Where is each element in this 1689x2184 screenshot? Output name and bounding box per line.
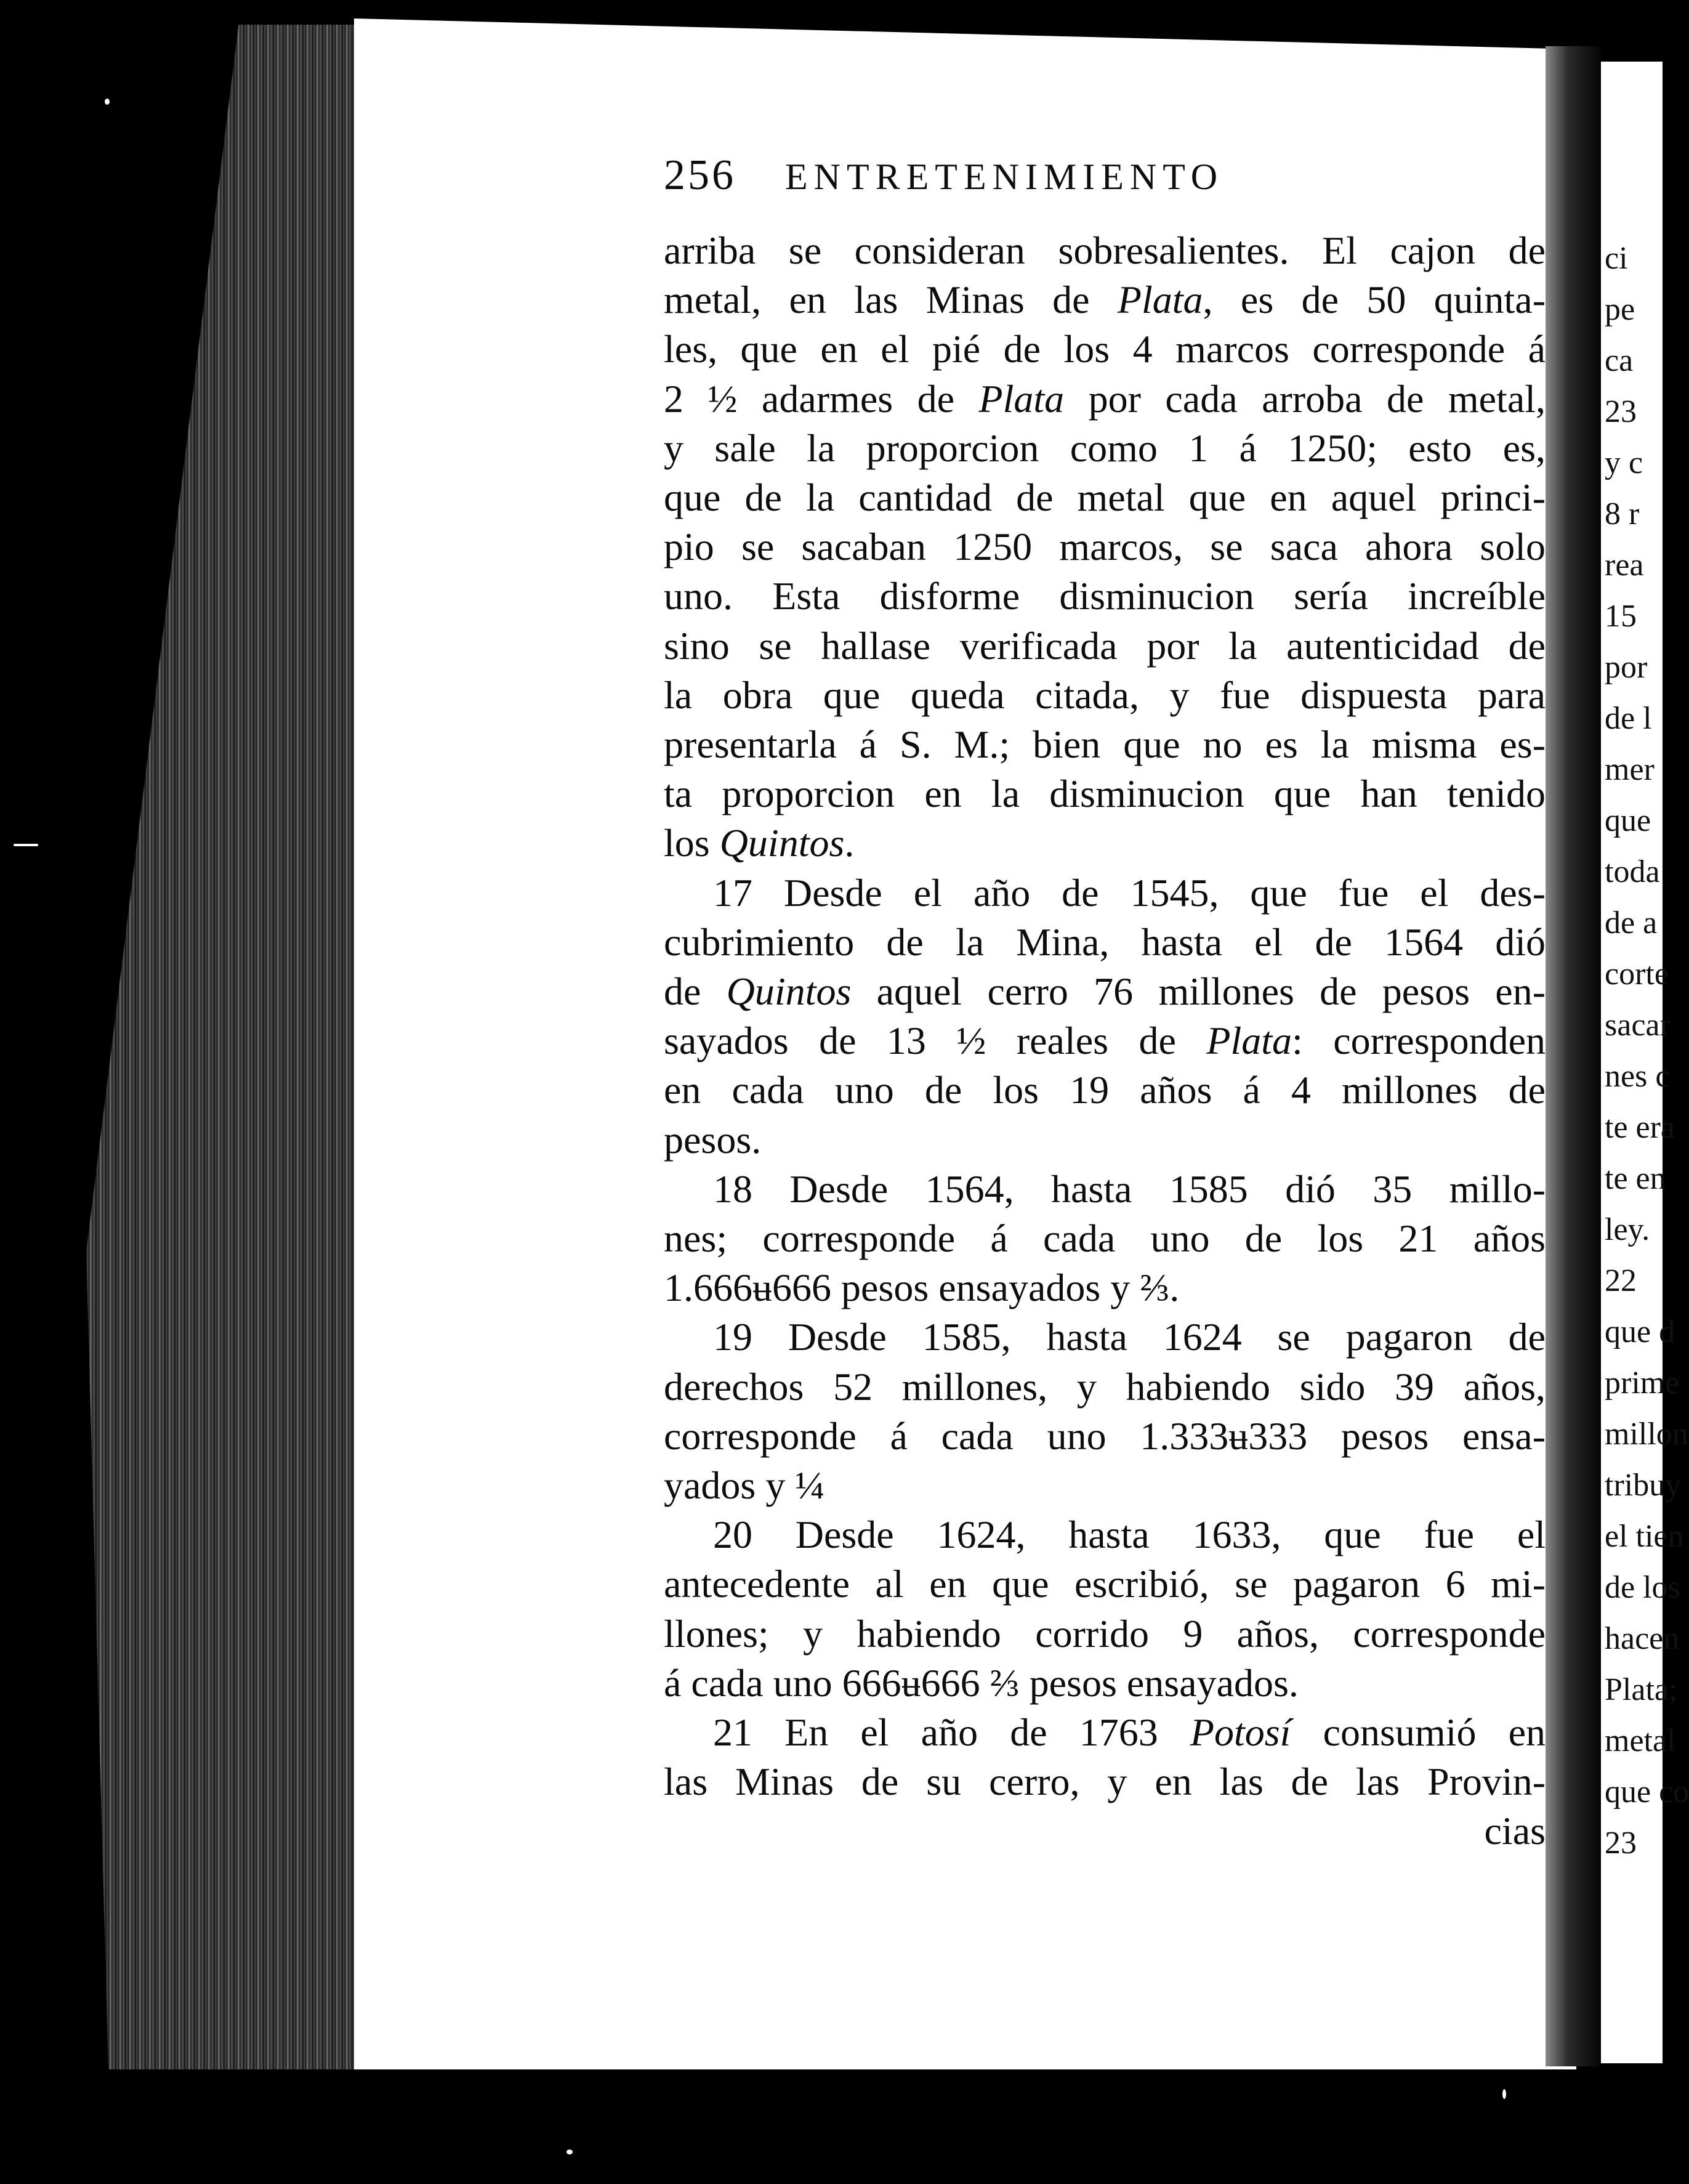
text-line	[664, 1757, 1546, 1806]
next-page-strip	[1601, 62, 1689, 2063]
text-run: cubrimiento de la Mina, hasta el de 1564 dió	[664, 920, 1546, 964]
next-page-fragment: 23	[1605, 1826, 1637, 1861]
text-line	[664, 572, 1546, 621]
text-run: ta proporcion en la disminucion que han tenido	[664, 772, 1546, 816]
text-line	[664, 226, 1546, 275]
italic-text: Potosí	[1190, 1710, 1291, 1754]
next-page-fragment: de a	[1605, 905, 1658, 940]
text-run: derechos 52 millones, y habiendo sido 39 años,	[664, 1364, 1546, 1409]
text-run: llones; y habiendo corrido 9 años, corresponde	[664, 1611, 1546, 1656]
next-page-fragment: de l	[1605, 701, 1652, 736]
text-line	[664, 1312, 1546, 1362]
next-page-fragment: toda	[1605, 854, 1660, 889]
italic-text: Quintos	[726, 969, 852, 1013]
text-line	[664, 1609, 1546, 1659]
page-number: 256	[664, 152, 736, 199]
text-line	[664, 1559, 1546, 1609]
text-run: á cada uno 666ʉ666 ⅔ pesos ensayados.	[664, 1660, 1299, 1705]
next-page-fragment: te era	[1605, 1110, 1675, 1145]
next-page-fragment: hacen	[1605, 1621, 1680, 1656]
text-line	[664, 1510, 1546, 1559]
text-run: sayados de 13 ½ reales de	[664, 1019, 1207, 1063]
text-run: presentarla á S. M.; bien que no es la misma es-	[664, 722, 1546, 766]
dust-speck	[105, 99, 110, 105]
next-page-fragment: el tien	[1605, 1519, 1684, 1554]
text-run: que de la cantidad de metal que en aquel princi-	[664, 475, 1546, 519]
next-page-fragment: mer	[1605, 752, 1655, 787]
next-page-fragment: Plata;	[1605, 1672, 1678, 1707]
next-page-fragment: nes c	[1605, 1059, 1670, 1094]
text-run: arriba se consideran sobresalientes. El cajon de	[664, 229, 1546, 272]
text-line	[664, 621, 1546, 671]
text-run: cias	[1484, 1809, 1546, 1853]
next-page-fragment: por	[1605, 650, 1648, 685]
text-line	[664, 1806, 1546, 1856]
text-line	[664, 275, 1546, 325]
next-page-fragment: te en	[1605, 1161, 1666, 1196]
next-page-fragment: que	[1605, 803, 1651, 838]
next-page-fragment: corte	[1605, 957, 1669, 992]
next-page-fragment: rea	[1605, 548, 1644, 583]
text-run: aquel cerro 76 millones de pesos en-	[851, 969, 1546, 1013]
text-run: por cada arroba de metal,	[1064, 376, 1546, 421]
text-run: les, que en el pié de los 4 marcos corresponde á	[664, 327, 1546, 371]
text-run: corresponde á cada uno 1.333ʉ333 pesos ensa-	[664, 1414, 1546, 1458]
text-run: consumió en	[1291, 1710, 1546, 1754]
next-page-fragment: prime	[1605, 1365, 1680, 1401]
text-line	[664, 769, 1546, 819]
next-page-fragment: ca	[1605, 343, 1634, 378]
text-run: las Minas de su cerro, y en las de las Provin-	[664, 1760, 1546, 1804]
next-page-fragment: que d	[1605, 1314, 1675, 1349]
next-page-fragment: ci	[1605, 241, 1628, 276]
italic-text: Plata	[1117, 278, 1203, 322]
italic-text: Plata	[978, 376, 1065, 421]
running-title: ENTRETENIMIENTO	[785, 156, 1224, 197]
text-run: de	[664, 969, 727, 1013]
text-run: la obra que queda citada, y fue dispuesta para	[664, 673, 1546, 717]
next-page-fragment: de los	[1605, 1570, 1680, 1605]
next-page-fragment: 8 r	[1605, 496, 1640, 532]
text-run: , es de 50 quinta-	[1203, 278, 1546, 322]
text-line	[664, 374, 1546, 424]
text-line	[664, 671, 1546, 720]
italic-text: Plata	[1206, 1019, 1292, 1063]
next-page-fragment: pe	[1605, 292, 1635, 327]
text-run: en cada uno de los 19 años á 4 millones de	[664, 1068, 1546, 1112]
next-page-fragment: 15	[1605, 599, 1637, 634]
text-run: nes; corresponde á cada uno de los 21 años	[664, 1216, 1546, 1260]
text-run: 19 Desde 1585, hasta 1624 se pagaron de	[713, 1315, 1546, 1359]
next-page-fragment: 23	[1605, 394, 1637, 429]
text-run: yados y ¼	[664, 1463, 825, 1507]
text-line	[664, 325, 1546, 374]
text-line	[664, 918, 1546, 967]
text-run: : corresponden	[1292, 1019, 1546, 1063]
text-run: metal, en las Minas de	[664, 278, 1118, 322]
text-line	[664, 1214, 1546, 1263]
text-run: uno. Esta disforme disminucion sería increíble	[664, 574, 1546, 618]
text-line	[664, 1263, 1546, 1312]
text-line	[664, 1016, 1546, 1066]
text-run: pesos.	[664, 1117, 762, 1162]
next-page-fragment: sacar	[1605, 1008, 1671, 1043]
text-line	[664, 522, 1546, 572]
text-line	[664, 473, 1546, 522]
text-run: antecedente al en que escribió, se pagaron 6 mi-	[664, 1562, 1546, 1606]
text-line	[664, 424, 1546, 473]
text-line	[664, 1659, 1546, 1708]
text-line	[664, 1165, 1546, 1214]
text-line	[664, 1362, 1546, 1412]
text-line	[664, 819, 1546, 868]
text-run: 1.666ʉ666 pesos ensayados y ⅔.	[664, 1266, 1180, 1310]
text-line	[664, 720, 1546, 769]
next-page-fragment: 22	[1605, 1263, 1637, 1298]
running-header	[664, 151, 1546, 200]
next-page-fragment: que co	[1605, 1774, 1689, 1810]
text-line	[664, 1461, 1546, 1510]
text-run: 2 ½ adarmes de	[664, 376, 979, 421]
next-page-fragment: tribuy	[1605, 1468, 1682, 1503]
text-run: 18 Desde 1564, hasta 1585 dió 35 millo-	[713, 1167, 1546, 1211]
next-page-fragment: millon	[1605, 1417, 1688, 1452]
text-run: 17 Desde el año de 1545, que fue el des-	[713, 870, 1546, 915]
dust-speck	[1502, 2089, 1506, 2099]
dust-speck	[566, 2150, 573, 2154]
italic-text: Quintos	[719, 821, 845, 865]
text-run: 20 Desde 1624, hasta 1633, que fue el	[713, 1513, 1546, 1557]
text-run: sino se hallase verificada por la autenticidad de	[664, 623, 1546, 668]
text-line	[664, 1412, 1546, 1461]
text-line	[664, 1708, 1546, 1757]
text-run: los	[664, 821, 720, 865]
dust-speck	[14, 844, 38, 846]
text-line	[664, 1115, 1546, 1165]
next-page-fragment: ley.	[1605, 1212, 1650, 1247]
text-line	[664, 967, 1546, 1016]
text-run: .	[844, 821, 855, 865]
text-line	[664, 868, 1546, 918]
text-line	[664, 1066, 1546, 1115]
binding-gutter	[1546, 46, 1601, 2066]
text-run: pio se sacaban 1250 marcos, se saca ahora solo	[664, 525, 1546, 569]
text-run: y sale la proporcion como 1 á 1250; esto es,	[664, 426, 1546, 470]
text-run: 21 En el año de 1763	[713, 1710, 1190, 1754]
next-page-fragment: y c	[1605, 445, 1643, 480]
page-edges	[86, 25, 363, 2069]
next-page-fragment: metal	[1605, 1723, 1676, 1758]
